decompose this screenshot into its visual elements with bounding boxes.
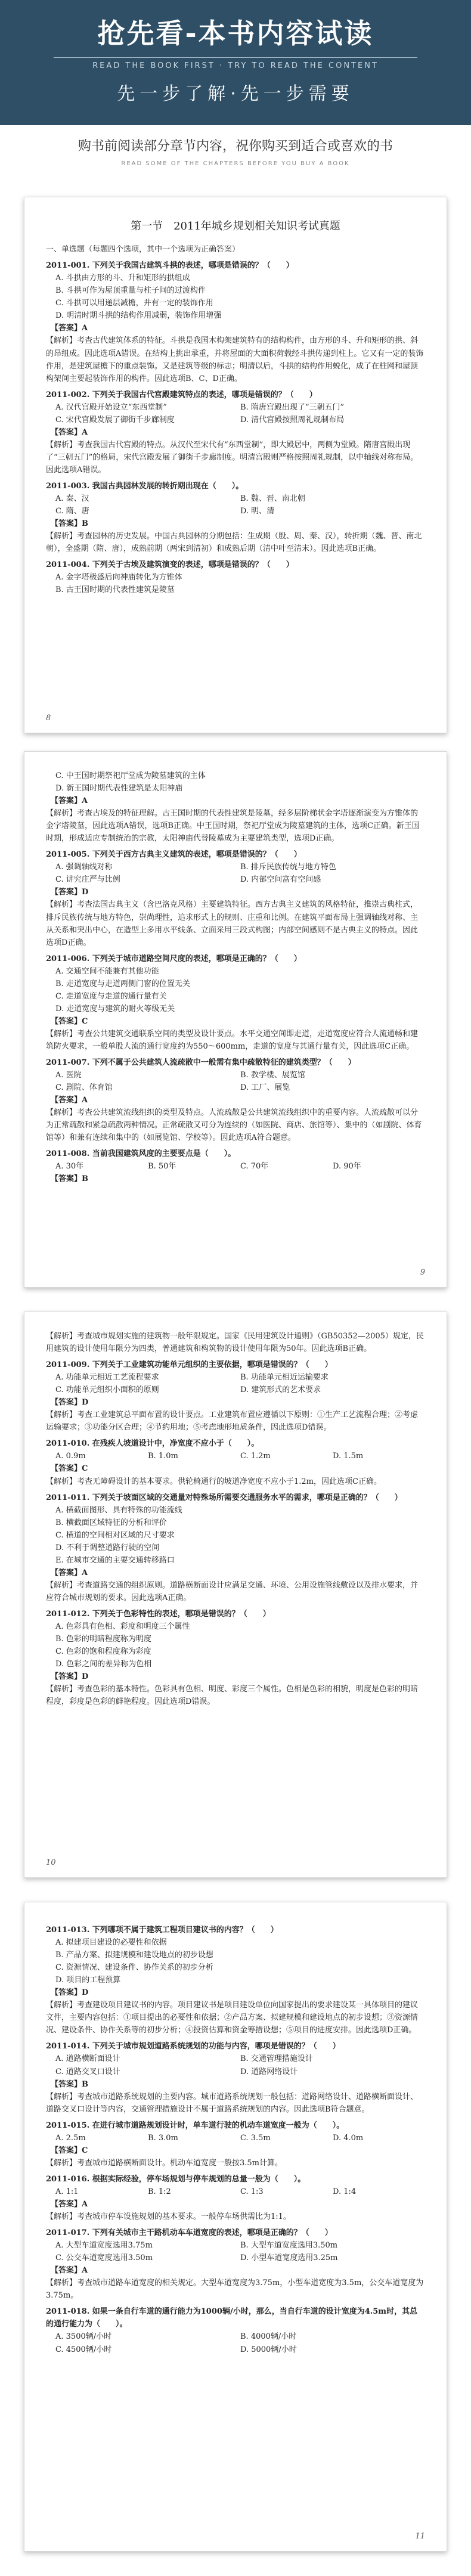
option-row (46, 2343, 425, 2356)
explanation: 【解析】考查色彩的基本特性。色彩具有色相、明度、彩度三个属性。色相是色彩的相貌，明度是色彩的明暗程度，彩度是色彩的鲜艳程度。因此选项D错误。 (46, 1685, 419, 1707)
option: D. 4.0m (333, 2133, 364, 2143)
option-row (46, 1081, 425, 1094)
option: D. 道路网络设计 (240, 2067, 298, 2076)
option: C. 隋、唐 (55, 507, 89, 516)
question: 2011-006. 下列关于城市道路空间尺度的表述，哪项是正确的？（ ） (46, 954, 302, 963)
explanation: 【解析】考查法国古典主义（含巴洛克风格）主要建筑特征。西方古典主义建筑的风格特征，推崇古典柱式，排斥民族传统与地方特色，崇尚理性，追求形式上的规则、庄重和比例。在建筑平面布局上强调轴线对称、主从关系和突出中心，在造型上多用水平线条、立面采用三段式构图；内部空间感则不是古典主义的特点。因此选项D正确。 (46, 900, 419, 947)
book-page-1 (24, 197, 447, 733)
option: C. 70年 (240, 1162, 269, 1171)
option: C. 横道的空间相对区域的尺寸要求 (55, 1530, 175, 1540)
option: D. 小型车道宽度选用3.25m (240, 2253, 338, 2263)
option-row (46, 861, 425, 873)
option-row (46, 492, 425, 505)
option-row (46, 401, 425, 414)
option: B. 古王国时期的代表性建筑是陵墓 (55, 585, 175, 595)
answer: 【答案】A (51, 427, 88, 437)
option-row (46, 2132, 425, 2144)
option: C. 道路交叉口设计 (55, 2067, 120, 2076)
option: D. 内部空间富有空间感 (240, 875, 321, 885)
option: B. 50年 (148, 1162, 176, 1171)
question: 2011-008. 当前我国建筑风度的主要要点是（ ）。 (46, 1149, 236, 1159)
option: A. 交通空间不能兼有其他功能 (55, 966, 159, 976)
option: B. 隋唐宫殿出现了“三朝五门” (240, 402, 345, 412)
option: A. 道路横断面设计 (55, 2054, 120, 2064)
question: 2011-010. 在残疾人坡道设计中，净宽度不应小于（ ）。 (46, 1439, 259, 1449)
option-row (46, 1069, 425, 1081)
answer: 【答案】D (51, 1398, 89, 1408)
option: A. 斗拱由方形的斗、升和矩形的拱组成 (55, 274, 190, 283)
question: 2011-014. 下列关于城市规划道路系统规划的功能与内容，哪项是错误的？（ ） (46, 2042, 340, 2051)
question: 2011-005. 下列关于西方古典主义建筑的表述，哪项是错误的？（ ） (46, 850, 302, 860)
explanation: 【解析】考查公共建筑流线组织的类型及特点。人流疏散是公共建筑流线组织中的重要内容。人流疏散可以分为正常疏散和紧急疏散两种情况。正常疏散又可分为连续的（如医院、商店、旅馆等）、集中的（如剧院、体育馆等）和兼有连续和集中的（如展览馆、学校等）。因此选项A符合题意。 (46, 1108, 422, 1143)
option: A. 功能单元相近工艺流程要求 (55, 1373, 159, 1382)
explanation: 【解析】考查城市道路横断面设计。机动车道宽度一般按3.5m计算。 (46, 2158, 283, 2168)
option-row (46, 414, 425, 426)
explanation: 【解析】考查建设项目建议书的内容。项目建议书是项目建设单位向国家提出的要求建设某一具体项目的建议文件，主要内容包括：①项目提出的必要性和依据；②产品方案、拟建规模和建设地点的初步设想；③资源情况、建设条件、协作关系等的初步分析；④投资估算和资金筹措设想；⑤项目的进度安排。因此选项D正确。 (46, 2001, 419, 2035)
explanation: 【解析】考查公共建筑交通联系空间的类型及设计要点。水平交通空间即走道，走道宽度应符合人流通畅和建筑防火要求，一般单股人流的通行宽度约为550～600mm，走道的宽度与其通行量有关，因此选项C正确。 (46, 1029, 419, 1051)
option: D. 建筑形式的艺术要求 (240, 1385, 321, 1395)
explanation: 【解析】考查城市规划实施的建筑物一般年限规定。国家《民用建筑设计通则》（GB50352—2005）规定，民用建筑的设计使用年限分为四类，普通建筑和构筑物的设计使用年限为50年。因此选项B正确。 (46, 1332, 424, 1354)
answer: 【答案】A (51, 2199, 88, 2209)
option-row (46, 2053, 425, 2065)
option: A. 汉代宫殿开始设立“东西堂制” (55, 402, 167, 412)
option: A. 3500辆/小时 (55, 2332, 112, 2342)
option-row (46, 1384, 425, 1396)
explanation: 【解析】考查古代建筑体系的特征。斗拱是我国木构架建筑特有的结构构件，由方形的斗、升和矩形的拱、斜的昂组成。因此选项A错误。在结构上挑出承重，并将屋面的大面积荷载经斗拱传递到柱上。它又有一定的装饰作用，是建筑屋檐下的重点装饰。又是建筑等级的标志；明清以后，斗拱的结构作用蜕化，成了在柱网和屋顶构架间主要起装饰作用的构件。因此选项B、C、D正确。 (46, 336, 424, 383)
option-row (46, 2066, 425, 2078)
answer: 【答案】C (51, 1016, 88, 1026)
option: C. 色彩的饱和程度称为彩度 (55, 1647, 151, 1657)
option: B. 横截面区域特征的分析和评价 (55, 1518, 167, 1527)
answer: 【答案】D (51, 1672, 89, 1682)
option: B. 大型车道宽度选用3.50m (240, 2241, 338, 2250)
instruction: 一、单选题（每题四个选项，其中一个选项为正确答案） (46, 245, 240, 255)
question: 2011-009. 下列关于工业建筑功能单元组织的主要依据，哪项是错误的？（ ） (46, 1360, 333, 1370)
option: B. 排斥民族传统与地方特色 (240, 863, 336, 872)
option: C. 资源情况、建设条件、协作关系的初步分析 (55, 1963, 213, 1973)
option-row (46, 1160, 425, 1173)
intro-text-cn: 购书前阅读部分章节内容，祝你购买到适合或喜欢的书 (78, 139, 393, 154)
option: D. 清代宫殿按照周礼规制布局 (240, 415, 345, 424)
option: D. 90年 (333, 1162, 361, 1171)
option: A. 医院 (55, 1071, 82, 1080)
option: C. 剧院、体育馆 (55, 1083, 113, 1093)
option-row (46, 2239, 425, 2252)
option: D. 1:4 (333, 2187, 357, 2196)
option: D. 工厂、展览 (240, 1083, 290, 1093)
option: B. 功能单元相近运输要求 (240, 1373, 329, 1382)
option: C. 1:3 (240, 2187, 264, 2196)
question: 2011-013. 下列哪项不属于建筑工程项目建议书的内容？（ ） (46, 1926, 278, 1935)
explanation: 【解析】考查道路交通的组织原则。道路横断面设计应满足交通、环境、公用设施管线敷设以及排水要求，并应符合城市规划的要求。因此选项A正确。 (46, 1580, 419, 1602)
header-subtitle-cn: 先一步了解·先一步需要 (117, 83, 354, 104)
option: A. 拟建项目建设的必要性和依据 (55, 1938, 167, 1948)
option: C. 公交车道宽度选用3.50m (55, 2253, 153, 2263)
option-row (46, 1450, 425, 1462)
question: 2011-017. 下列有关城市主干路机动车车道宽度的表述，哪项是正确的？（ ） (46, 2228, 333, 2238)
explanation: 【解析】考查无障碍设计的基本要求。供轮椅通行的坡道净宽度不应小于1.2m，因此选项C正确。 (46, 1477, 382, 1486)
answer: 【答案】C (51, 1464, 88, 1474)
question: 2011-015. 在进行城市道路规划设计时，单车道行驶的机动车道宽度一般为（ ）。 (46, 2121, 345, 2130)
option: C. 讲究庄严与比例 (55, 875, 120, 885)
option: B. 交通管理措施设计 (240, 2054, 313, 2064)
answer: 【答案】A (51, 2266, 88, 2276)
option: D. 明、清 (240, 507, 275, 516)
intro-text-en: READ SOME OF THE CHAPTERS BEFORE YOU BUY A BOOK (121, 160, 350, 167)
option: A. 金字塔极盛后向神庙转化为方锥体 (55, 573, 182, 582)
option: B. 色彩的明暗程度称为明度 (55, 1635, 151, 1644)
answer: 【答案】B (51, 519, 88, 529)
page-number: 11 (415, 2531, 425, 2541)
explanation: 【解析】考查城市道路车道宽度的相关规定。大型车道宽度为3.75m，小型车道宽度为3.5m，公交车道宽度为3.75m。 (46, 2279, 424, 2301)
option: C. 宋代宫殿发展了御街千步廊制度 (55, 415, 175, 424)
option-row (46, 505, 425, 517)
question: 2011-018. 如果一条自行车道的通行能力为1000辆/小时，那么，当自行车道的设计宽度为4.5m时，其总的通行能力为（ ）。 (46, 2307, 418, 2329)
option: D. 色彩之间的差异称为色相 (55, 1660, 152, 1669)
explanation: 【解析】考查城市停车设施规划的基本要求。一般停车场供需比为1:1。 (46, 2212, 291, 2222)
option: C. 功能单元组织小面积的原则 (55, 1385, 159, 1395)
option: D. 项目的工程预算 (55, 1976, 121, 1985)
book-page-2 (24, 751, 447, 1288)
explanation: 【解析】考查城市道路系统规划的主要内容。城市道路系统规划一般包括：道路网络设计、道路横断面设计、道路交叉口设计等内容，交通管理措施设计不属于道路系统规划的内容。因此选项B符合题意。 (46, 2092, 419, 2114)
answer: 【答案】A (51, 1568, 88, 1577)
explanation: 【解析】考查古埃及的特征理解。古王国时期的代表性建筑是陵墓，经多层阶梯状金字塔逐渐演变为方锥体的金字塔陵墓，因此选项A错误，选项B正确。中王国时期，祭祀厅堂成为陵墓建筑的主体，选项C正确。新王国时期，形成适应专制统治的宗教，太阳神庙代替陵墓成为主要建筑类型，选项D正确。 (46, 809, 420, 844)
option: D. 不利于调整道路行驶的空间 (55, 1543, 160, 1552)
explanation: 【解析】考查工业建筑总平面布置的设计要点。工业建筑布置应遵循以下原则：①生产工艺流程合理；②考虑运输要求；③功能分区合理；④节约用地；⑤考虑地形地质条件，因此选项D错误。 (46, 1411, 419, 1433)
option: C. 斗拱可以用递层减檐，并有一定的装饰作用 (55, 299, 213, 308)
option: A. 强调轴线对称 (55, 863, 113, 872)
explanation: 【解析】考查我国古代宫殿的特点。从汉代至宋代有“东西堂制”，即大殿居中，两侧为堂殿。隋唐宫殿出现了“三朝五门”的格局，宋代宫殿发展了御街千步廊制度。明清宫殿则严格按照周礼规制，以中轴线对称布局。因此选项A错误。 (46, 440, 419, 475)
question: 2011-016. 根据实际经验，停车场规划与停车规划的总量一般为（ ）。 (46, 2174, 306, 2184)
page-title: 抢先看-本书内容试读 (97, 17, 374, 49)
answer: 【答案】A (51, 1096, 88, 1105)
answer: 【答案】B (51, 1174, 88, 1184)
option-row (46, 1371, 425, 1384)
option: D. 走道宽度与建筑的耐火等级无关 (55, 1004, 175, 1013)
question: 2011-003. 我国古典园林发展的转折期出现在（ ）。 (46, 482, 244, 491)
option: D. 1.5m (333, 1452, 364, 1461)
answer: 【答案】D (51, 888, 89, 897)
option: B. 1:2 (148, 2187, 171, 2196)
option-row (46, 2186, 425, 2198)
option: D. 新王国时期代表性建筑是太阳神庙 (55, 784, 183, 793)
option: B. 3.0m (148, 2133, 178, 2143)
option: C. 3.5m (240, 2133, 271, 2143)
option: D. 明清时期斗拱的结构作用减弱，装饰作用增强 (55, 311, 222, 321)
option: A. 2.5m (55, 2133, 86, 2143)
option: C. 走道宽度与走道的通行量有关 (55, 991, 167, 1001)
answer: 【答案】D (51, 1988, 89, 1998)
explanation: 【解析】考查园林的历史发展。中国古典园林的分期包括：生成期（殷、周、秦、汉），转折期（魏、晋、南北朝），全盛期（隋、唐），成熟前期（两宋到清初）和成熟后期（清中叶至清末）。因此选项B正确。 (46, 532, 422, 554)
option: E. 在城市交通的主要交通转移路口 (55, 1555, 175, 1565)
section-title: 第一节 2011年城乡规划相关知识考试真题 (131, 220, 340, 233)
page-number: 9 (420, 1267, 425, 1277)
option: A. 大型车道宽度选用3.75m (55, 2241, 153, 2250)
option: D. 5000辆/小时 (240, 2345, 297, 2354)
answer: 【答案】A (51, 796, 88, 806)
option: A. 秦、汉 (55, 494, 89, 504)
intro (0, 136, 471, 167)
option-row (46, 2252, 425, 2264)
option: A. 横截面图形、具有特殊的功能流线 (55, 1505, 182, 1515)
answer: 【答案】B (51, 2079, 88, 2089)
answer: 【答案】A (51, 324, 88, 333)
question: 2011-007. 下列不属于公共建筑人流疏散中一般需有集中疏散特征的建筑类型？（ ） (46, 1058, 356, 1068)
option: B. 4000辆/小时 (240, 2332, 297, 2342)
option: A. 色彩具有色相、彩度和明度三个属性 (55, 1622, 190, 1632)
header-subtitle-en: READ THE BOOK FIRST · TRY TO READ THE CONTENT (92, 61, 379, 70)
option: B. 产品方案、拟建规模和建设地点的初步设想 (55, 1951, 213, 1960)
page-number: 10 (46, 1858, 56, 1867)
question: 2011-001. 下列关于我国古建筑斗拱的表述，哪项是错误的？（ ） (46, 261, 294, 271)
book-page-4 (24, 1902, 447, 2552)
option: C. 中王国时期祭祀厅堂成为陵墓建筑的主体 (55, 771, 206, 780)
header-banner (0, 0, 471, 125)
header-divider (54, 57, 417, 58)
option: A. 30年 (55, 1162, 84, 1171)
question: 2011-011. 下列关于坡面区域的交通量对特殊场所需要交通服务水平的需求，哪项是正确的？（ ） (46, 1493, 402, 1502)
option: B. 1.0m (148, 1452, 178, 1461)
question: 2011-002. 下列关于我国古代宫殿建筑特点的表述，哪项是错误的？（ ） (46, 390, 317, 399)
option: B. 教学楼、展览馆 (240, 1071, 305, 1080)
option-row (46, 873, 425, 886)
question: 2011-012. 下列关于色彩特性的表述，哪项是错误的？（ ） (46, 1609, 271, 1619)
option: A. 1:1 (55, 2187, 79, 2196)
book-page-3 (24, 1312, 447, 1878)
answer: 【答案】C (51, 2146, 88, 2155)
option: B. 走道宽度与走道两侧门窗的位置无关 (55, 979, 190, 988)
option: C. 1.2m (240, 1452, 271, 1461)
option: B. 斗拱可作为屋顶重量与柱子间的过渡构件 (55, 286, 206, 296)
option: C. 4500辆/小时 (55, 2345, 112, 2354)
page-number: 8 (46, 713, 51, 723)
question: 2011-004. 下列关于古埃及建筑演变的表述，哪项是错误的？（ ） (46, 560, 294, 570)
option-row (46, 2330, 425, 2343)
option: A. 0.9m (55, 1452, 86, 1461)
option: B. 魏、晋、南北朝 (240, 494, 305, 504)
